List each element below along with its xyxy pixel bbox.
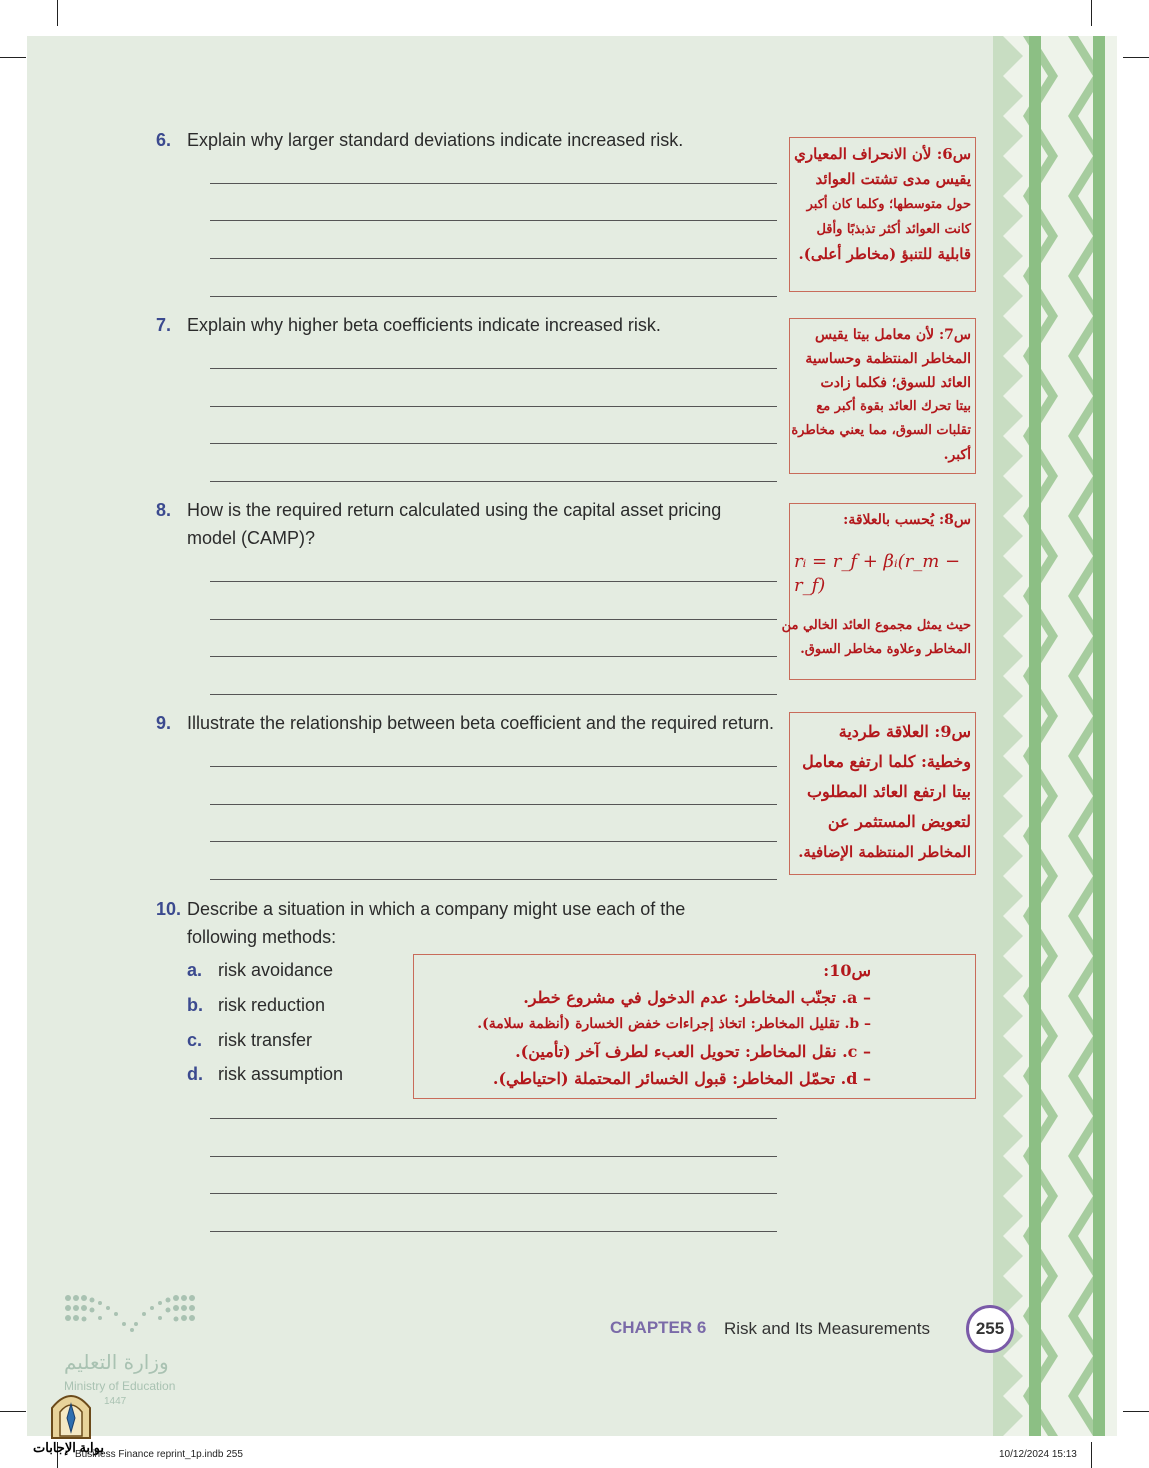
answer-text: حيث يمثل مجموع العائد الخالي من	[781, 618, 971, 633]
option-letter: b.	[187, 995, 203, 1015]
chapter-label: CHAPTER 6	[610, 1318, 707, 1337]
question-7	[156, 311, 778, 339]
answer-line	[210, 368, 777, 369]
question-text: following methods:	[187, 927, 337, 947]
ministry-name-english: Ministry of Education	[64, 1379, 176, 1393]
trim-mark	[1123, 57, 1149, 58]
answer-line	[210, 258, 777, 259]
watermark-logo-icon	[48, 1388, 94, 1440]
question-text: Explain why larger standard deviations indicate increased risk.	[187, 130, 684, 150]
answer-line	[210, 1118, 777, 1119]
question-8	[156, 496, 778, 552]
answer-text: حول متوسطها؛ وكلما كان أكبر	[806, 197, 971, 212]
handwritten-answer-7	[789, 318, 976, 474]
answer-text: س8: يُحسب بالعلاقة:	[843, 512, 971, 528]
answer-line	[210, 1156, 777, 1157]
option-b	[187, 995, 325, 1016]
answer-text: يقيس مدى تشتت العوائد	[815, 170, 971, 188]
answer-line	[210, 1193, 777, 1194]
question-text: model (CAMP)?	[187, 528, 316, 548]
option-text: risk reduction	[218, 995, 326, 1015]
question-10	[156, 895, 778, 951]
answer-text: س6: لأن الانحراف المعياري	[794, 145, 971, 163]
option-text: risk assumption	[218, 1064, 344, 1084]
answer-text: بيتا تحرك العائد بقوة أكبر مع	[816, 399, 971, 414]
capm-formula: rᵢ = r_f + βᵢ(r_m − r_f)	[794, 551, 961, 596]
decorative-pattern-band	[993, 36, 1117, 1436]
answer-text: المخاطر المنتظمة الإضافية.	[798, 843, 971, 861]
answer-line	[210, 443, 777, 444]
answer-line	[210, 481, 777, 482]
answer-line	[210, 581, 777, 582]
ministry-logo-dots	[62, 1290, 202, 1342]
answer-text: المخاطر المنتظمة وحساسية	[805, 351, 971, 367]
question-number: 6.	[156, 130, 172, 150]
trim-mark	[0, 1411, 26, 1412]
answer-text: س9: العلاقة طردية	[838, 722, 971, 741]
page-number: 255	[966, 1305, 1014, 1353]
ministry-name-arabic: وزارة التعليم	[64, 1350, 169, 1374]
question-text: Explain why higher beta coefficients indicate increased risk.	[187, 315, 661, 335]
question-text: Illustrate the relationship between beta coefficient and the required return.	[187, 713, 775, 733]
answer-line	[210, 694, 777, 695]
chapter-title: Risk and Its Measurements	[724, 1319, 930, 1338]
option-letter: d.	[187, 1064, 203, 1084]
answer-line	[210, 183, 777, 184]
print-slug-left: Business Finance reprint_1p.indb 255	[75, 1449, 243, 1460]
question-number: 9.	[156, 713, 172, 733]
answer-text: بيتا ارتفع العائد المطلوب	[806, 782, 971, 801]
handwritten-answer-10	[413, 954, 976, 1099]
answer-text: أكبر.	[943, 447, 971, 463]
answer-text: المخاطر وعلاوة مخاطر السوق.	[800, 642, 971, 657]
question-6	[156, 126, 778, 154]
answer-text: – a. تجنّب المخاطر: عدم الدخول في مشروع خطر.	[523, 988, 871, 1007]
trim-mark	[57, 0, 58, 26]
answer-text: – b. تقليل المخاطر: اتخاذ إجراءات خفض الخسارة (أنظمة سلامة).	[477, 1016, 871, 1032]
answer-line	[210, 619, 777, 620]
question-text: Describe a situation in which a company might use each of the	[187, 899, 686, 919]
option-d	[187, 1064, 343, 1085]
answer-line	[210, 879, 777, 880]
answer-text: س10:	[823, 961, 871, 980]
option-c	[187, 1030, 312, 1051]
handwritten-answer-6	[789, 137, 976, 292]
answer-text: س7: لأن معامل بيتا يقيس	[814, 327, 971, 343]
handwritten-answer-8	[781, 503, 976, 680]
answer-text: – c. نقل المخاطر: تحويل العبء لطرف آخر (تأمين).	[515, 1042, 871, 1061]
option-text: risk avoidance	[218, 960, 334, 980]
answer-line	[210, 1231, 777, 1232]
handwritten-answer-9	[789, 712, 976, 875]
option-a	[187, 960, 333, 981]
question-number: 7.	[156, 315, 172, 335]
trim-mark	[1091, 0, 1092, 26]
watermark-text: بوابة الإجابات	[33, 1440, 104, 1455]
answer-text: كانت العوائد أكثر تذبذبًا وأقل	[816, 222, 971, 237]
trim-mark	[0, 57, 26, 58]
answer-line	[210, 296, 777, 297]
answer-line	[210, 804, 777, 805]
answer-text: – d. تحمّل المخاطر: قبول الخسائر المحتملة (احتياطي).	[492, 1069, 871, 1088]
answer-text: تقلبات السوق، مما يعني مخاطرة	[791, 423, 971, 438]
answer-line	[210, 656, 777, 657]
answer-text: وخطية: كلما ارتفع معامل	[802, 752, 971, 771]
option-letter: c.	[187, 1030, 203, 1050]
question-text: How is the required return calculated using the capital asset pricing	[187, 500, 722, 520]
print-slug-right: 10/12/2024 15:13	[999, 1449, 1077, 1460]
answer-line	[210, 220, 777, 221]
answer-text: العائد للسوق؛ فكلما زادت	[820, 375, 971, 391]
answer-line	[210, 406, 777, 407]
answer-line	[210, 841, 777, 842]
answer-line	[210, 766, 777, 767]
answer-text: قابلية للتنبؤ (مخاطر أعلى).	[798, 245, 971, 263]
answer-text: لتعويض المستثمر عن	[827, 812, 971, 831]
question-9	[156, 709, 778, 737]
option-text: risk transfer	[218, 1030, 313, 1050]
question-number: 8.	[156, 500, 172, 520]
trim-mark	[1091, 1442, 1092, 1468]
ministry-year: 1447	[104, 1396, 127, 1407]
question-number: 10.	[156, 899, 182, 919]
trim-mark	[1123, 1411, 1149, 1412]
option-letter: a.	[187, 960, 203, 980]
